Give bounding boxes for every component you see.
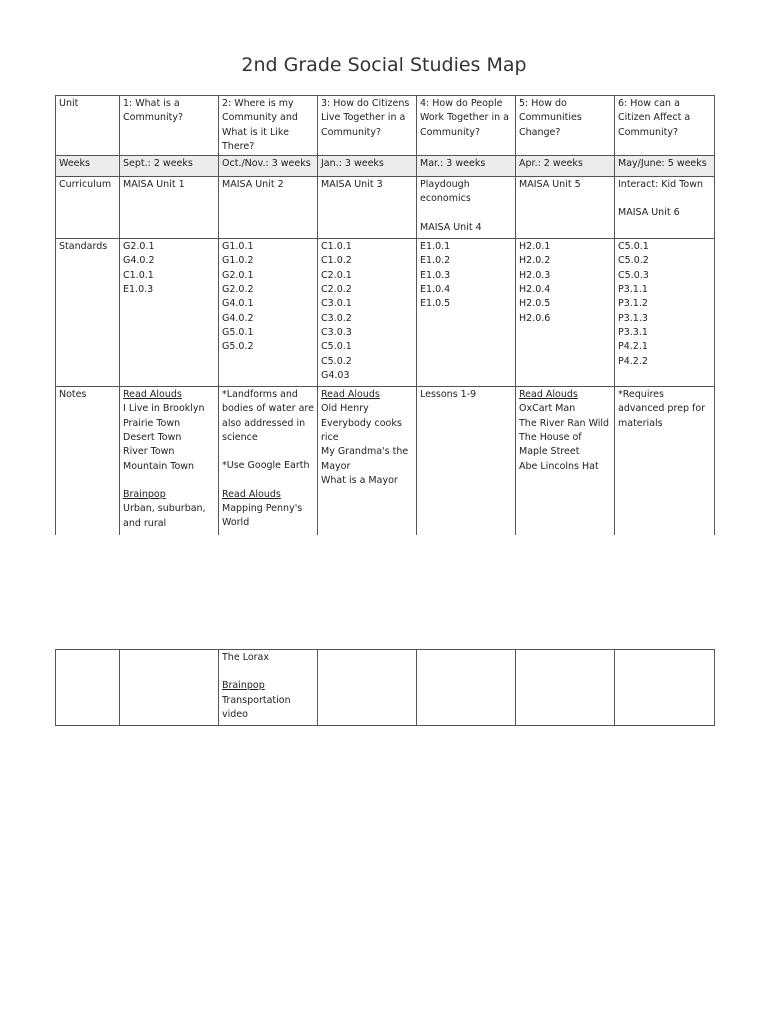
notes-2-read-alouds-heading: Read Alouds <box>222 488 281 500</box>
standards-4-cell <box>417 239 516 387</box>
curriculum-6-interact: Interact: Kid Town <box>618 179 703 191</box>
list-item: E1.0.2 <box>420 255 451 267</box>
notes-3-cell <box>318 387 417 535</box>
notes-5-read-alouds-heading: Read Alouds <box>519 389 578 401</box>
list-item: P4.2.1 <box>618 341 648 353</box>
notes-1-brainpop-topic: Urban, suburban, and rural <box>123 503 206 529</box>
unit-2-cell: 2: Where is my Community and What is it Like There? <box>219 96 318 156</box>
list-item: G1.0.2 <box>222 255 254 267</box>
unit-1-cell: 1: What is a Community? <box>120 96 219 156</box>
continued-2-cell <box>219 650 318 726</box>
curriculum-4-cell <box>417 177 516 239</box>
list-item: H2.0.1 <box>519 241 551 253</box>
list-item: C5.0.1 <box>618 241 649 253</box>
notes-6-cell: *Requires advanced prep for materials <box>615 387 715 535</box>
list-item: E1.0.4 <box>420 284 451 296</box>
list-item: C1.0.1 <box>123 269 154 281</box>
list-item: P3.1.1 <box>618 284 648 296</box>
continued-label-cell <box>56 650 120 726</box>
list-item: G4.03 <box>321 369 350 381</box>
list-item: OxCart Man <box>519 403 576 415</box>
list-item: G4.0.2 <box>123 255 155 267</box>
list-item: C5.0.2 <box>321 355 352 367</box>
list-item: C3.0.1 <box>321 298 352 310</box>
standards-row <box>56 239 715 387</box>
unit-3-cell: 3: How do Citizens Live Together in a Community? <box>318 96 417 156</box>
list-item: H2.0.2 <box>519 255 551 267</box>
list-item: C3.0.3 <box>321 326 352 338</box>
curriculum-map-table-continued <box>55 649 715 726</box>
notes-1-book-list <box>123 402 215 473</box>
list-item: C5.0.2 <box>618 255 649 267</box>
list-item: The River Ran Wild <box>519 417 610 429</box>
list-item: My Grandma's the Mayor <box>321 446 409 472</box>
list-item: G4.0.2 <box>222 312 254 324</box>
notes-2-landforms: *Landforms and bodies of water are also addressed in science <box>222 389 314 444</box>
notes-3-book-list <box>321 402 413 488</box>
list-item: E1.0.5 <box>420 298 451 310</box>
list-item: C3.0.2 <box>321 312 352 324</box>
list-item: G2.0.1 <box>123 241 155 253</box>
continued-2-video: Transportation video <box>222 694 291 720</box>
list-item: G2.0.2 <box>222 284 254 296</box>
unit-4-cell: 4: How do People Work Together in a Community? <box>417 96 516 156</box>
unit-5-cell: 5: How do Communities Change? <box>516 96 615 156</box>
standards-3-cell <box>318 239 417 387</box>
continued-2-book: The Lorax <box>222 652 269 663</box>
row-label-unit: Unit <box>56 96 120 156</box>
list-item: H2.0.6 <box>519 312 551 324</box>
list-item: C5.0.3 <box>618 269 649 281</box>
notes-2-book: Mapping Penny's World <box>222 502 303 529</box>
weeks-5-cell: Apr.: 2 weeks <box>516 156 615 177</box>
list-item: Desert Town <box>123 432 182 444</box>
notes-4-cell: Lessons 1-9 <box>417 387 516 535</box>
curriculum-5-cell: MAISA Unit 5 <box>516 177 615 239</box>
list-item: E1.0.3 <box>123 284 154 296</box>
row-label-weeks: Weeks <box>56 156 120 177</box>
notes-row-continued <box>56 650 715 726</box>
list-item: P3.1.3 <box>618 312 648 324</box>
continued-1-cell <box>120 650 219 726</box>
curriculum-1-cell: MAISA Unit 1 <box>120 177 219 239</box>
list-item: Old Henry <box>321 403 369 415</box>
list-item: E1.0.1 <box>420 241 451 253</box>
list-item: E1.0.3 <box>420 269 451 281</box>
curriculum-6-cell <box>615 177 715 239</box>
list-item: C2.0.2 <box>321 284 352 296</box>
list-item: Prairie Town <box>123 417 181 429</box>
list-item: G4.0.1 <box>222 298 254 310</box>
notes-2-google-earth: *Use Google Earth <box>222 460 310 472</box>
list-item: Mountain Town <box>123 460 195 472</box>
notes-row <box>56 387 715 535</box>
standards-1-cell <box>120 239 219 387</box>
list-item: P3.1.2 <box>618 298 648 310</box>
list-item: G5.0.1 <box>222 326 254 338</box>
notes-2-cell <box>219 387 318 535</box>
continued-2-brainpop-heading: Brainpop <box>222 680 265 692</box>
weeks-2-cell: Oct./Nov.: 3 weeks <box>219 156 318 177</box>
list-item: What is a Mayor <box>321 474 398 486</box>
list-item: C2.0.1 <box>321 269 352 281</box>
standards-2-cell <box>219 239 318 387</box>
unit-row <box>56 96 715 156</box>
continued-5-cell <box>516 650 615 726</box>
continued-6-cell <box>615 650 715 726</box>
list-item: H2.0.5 <box>519 298 551 310</box>
list-item: The House of Maple Street <box>519 432 582 458</box>
list-item: G1.0.1 <box>222 241 254 253</box>
standards-5-cell <box>516 239 615 387</box>
list-item: P4.2.2 <box>618 355 648 367</box>
notes-1-brainpop-heading: Brainpop <box>123 488 166 500</box>
continued-3-cell <box>318 650 417 726</box>
curriculum-2-cell: MAISA Unit 2 <box>219 177 318 239</box>
standards-6-cell <box>615 239 715 387</box>
weeks-3-cell: Jan.: 3 weeks <box>318 156 417 177</box>
continued-4-cell <box>417 650 516 726</box>
list-item: G2.0.1 <box>222 269 254 281</box>
list-item: River Town <box>123 446 175 458</box>
list-item: Everybody cooks rice <box>321 417 402 444</box>
list-item: H2.0.3 <box>519 269 551 281</box>
row-label-curriculum: Curriculum <box>56 177 120 239</box>
weeks-6-cell: May/June: 5 weeks <box>615 156 715 177</box>
list-item: Abe Lincolns Hat <box>519 460 599 472</box>
page-title: 2nd Grade Social Studies Map <box>241 54 527 76</box>
weeks-row <box>56 156 715 177</box>
list-item: I Live in Brooklyn <box>123 403 205 415</box>
curriculum-4-playdough: Playdough economics <box>420 179 471 205</box>
notes-5-cell <box>516 387 615 535</box>
list-item: P3.3.1 <box>618 326 648 338</box>
weeks-1-cell: Sept.: 2 weeks <box>120 156 219 177</box>
weeks-4-cell: Mar.: 3 weeks <box>417 156 516 177</box>
unit-6-cell: 6: How can a Citizen Affect a Community? <box>615 96 715 156</box>
curriculum-3-cell: MAISA Unit 3 <box>318 177 417 239</box>
curriculum-row <box>56 177 715 239</box>
curriculum-4-maisa: MAISA Unit 4 <box>420 221 482 233</box>
list-item: G5.0.2 <box>222 341 254 353</box>
notes-5-book-list <box>519 402 611 473</box>
list-item: C1.0.1 <box>321 241 352 253</box>
list-item: C5.0.1 <box>321 341 352 353</box>
list-item: H2.0.4 <box>519 284 551 296</box>
notes-3-read-alouds-heading: Read Alouds <box>321 389 380 401</box>
list-item: C1.0.2 <box>321 255 352 267</box>
curriculum-map-table <box>55 95 715 535</box>
row-label-notes: Notes <box>56 387 120 535</box>
row-label-standards: Standards <box>56 239 120 387</box>
notes-1-cell <box>120 387 219 535</box>
curriculum-6-maisa: MAISA Unit 6 <box>618 207 680 219</box>
notes-1-read-alouds-heading: Read Alouds <box>123 389 182 401</box>
